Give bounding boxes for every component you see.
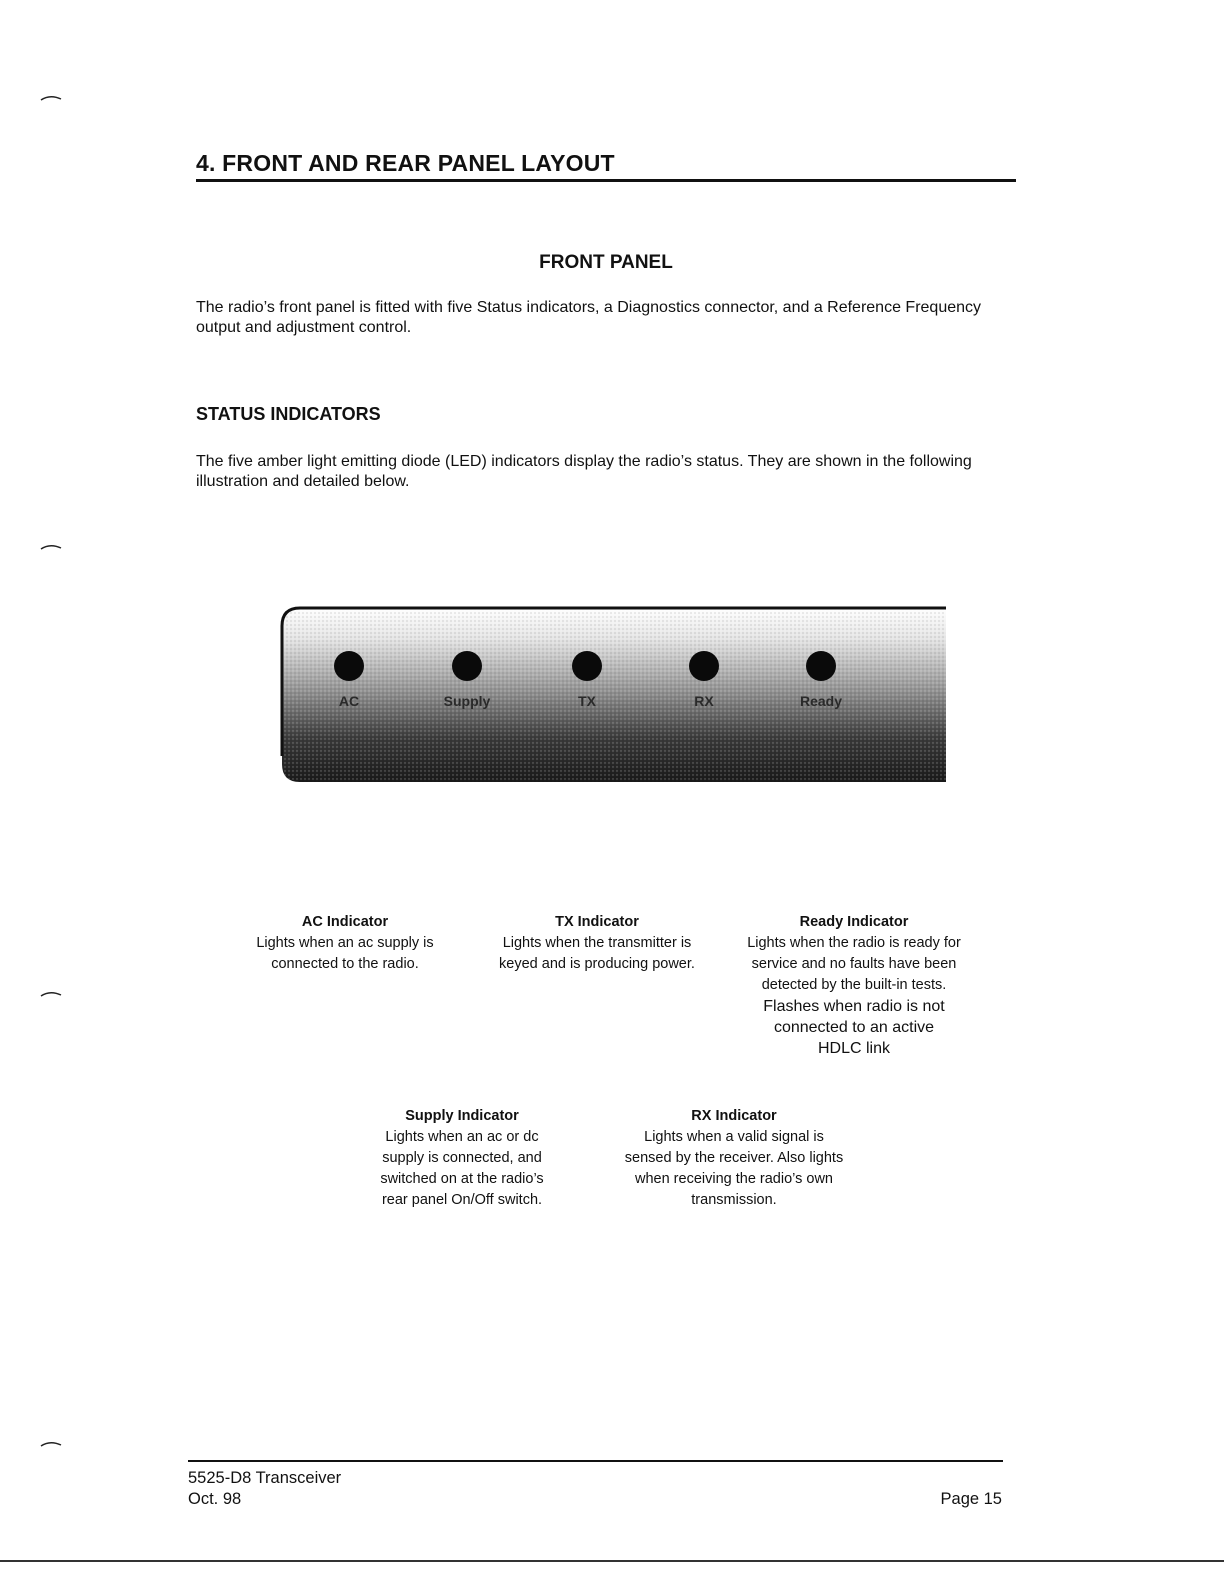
ac-indicator-description — [230, 912, 460, 975]
panel-label-supply: Supply — [443, 693, 491, 709]
indicator-text: Lights when an ac supply is connected to the radio. — [256, 935, 434, 972]
front-panel-intro: The radio’s front panel is fitted with five Status indicators, a Diagnostics connector, and a Reference Frequency output and adjustment control. — [196, 299, 982, 336]
indicator-title: RX Indicator — [691, 1108, 777, 1124]
supply-indicator-description — [352, 1106, 572, 1211]
margin-mark — [40, 1440, 62, 1448]
indicator-title: Ready Indicator — [799, 914, 909, 930]
indicator-text: Lights when the transmitter is keyed and is producing power. — [499, 935, 695, 972]
panel-label-ready: Ready — [799, 693, 843, 709]
footer-left — [188, 1468, 341, 1510]
footer-divider — [188, 1460, 1003, 1462]
indicator-title: AC Indicator — [301, 914, 389, 930]
status-indicators-heading: STATUS INDICATORS — [196, 404, 381, 424]
panel-label-rx: RX — [694, 693, 714, 709]
margin-mark — [40, 543, 62, 551]
margin-mark — [40, 94, 62, 102]
ready-indicator-description — [739, 912, 969, 1059]
indicator-text: Lights when the radio is ready for service and no faults have been detected by the built-in tests. — [747, 935, 961, 993]
led-rx — [689, 651, 719, 681]
front-panel-illustration — [280, 606, 946, 782]
led-ac — [334, 651, 364, 681]
indicator-text: Lights when a valid signal is sensed by the receiver. Also lights when receiving the radio’s own transmission. — [624, 1129, 844, 1208]
indicator-title: TX Indicator — [555, 914, 639, 930]
rx-indicator-description — [618, 1106, 850, 1211]
panel-label-ac: AC — [338, 693, 360, 709]
indicator-title: Supply Indicator — [405, 1108, 519, 1124]
section-heading: 4. FRONT AND REAR PANEL LAYOUT — [196, 150, 1016, 182]
led-supply — [452, 651, 482, 681]
indicator-text: Lights when an ac or dc supply is connected, and switched on at the radio’s rear panel On/Off switch. — [380, 1129, 544, 1208]
page-number: Page 15 — [940, 1490, 1002, 1508]
page-bottom-edge — [0, 1560, 1224, 1562]
led-tx — [572, 651, 602, 681]
footer-product: 5525-D8 Transceiver — [188, 1469, 342, 1487]
front-panel-title: FRONT PANEL — [539, 252, 673, 273]
panel-label-tx: TX — [578, 693, 596, 709]
tx-indicator-description — [482, 912, 712, 975]
indicator-extra-text: Flashes when radio is not connected to an active HDLC link — [763, 998, 945, 1057]
led-ready — [806, 651, 836, 681]
footer-date: Oct. 98 — [188, 1490, 242, 1508]
margin-mark — [40, 990, 62, 998]
status-indicators-intro: The five amber light emitting diode (LED) indicators display the radio’s status. They are shown in the following illustration and detailed below. — [196, 453, 972, 490]
